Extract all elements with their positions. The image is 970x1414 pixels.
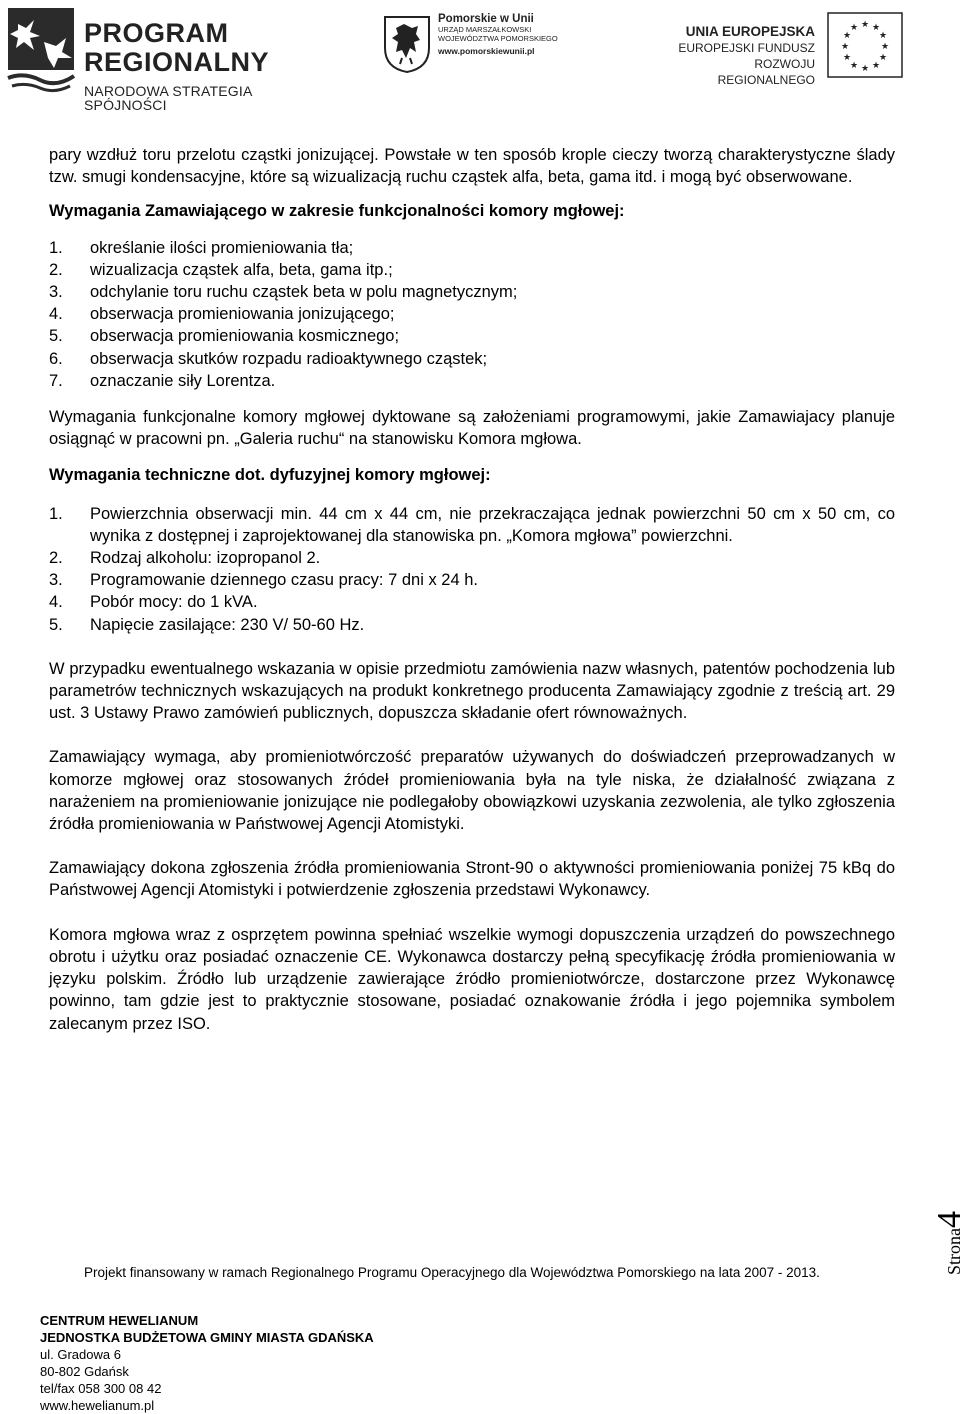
logo-regionalny-text: REGIONALNY: [84, 47, 270, 77]
svg-text:★: ★: [842, 53, 852, 63]
svg-text:★: ★: [849, 23, 859, 33]
pomorskie-w-unii-text: Pomorskie w Unii: [438, 13, 534, 25]
unia-europejska-logo: [655, 10, 905, 87]
footer-address: [40, 1312, 374, 1414]
svg-text:★: ★: [878, 53, 888, 63]
city-address: 80-802 Gdańsk: [40, 1364, 129, 1379]
unia-europejska-text: UNIA EUROPEJSKA: [685, 24, 815, 39]
list-item: 5. Napięcie zasilające: 230 V/ 50-60 Hz.: [49, 615, 365, 634]
svg-text:★: ★: [842, 31, 852, 41]
equivalence-paragraph: W przypadku ewentualnego wskazania w opisie przedmiotu zamówienia nazw własnych, patentów pochodzenia lub parametrów technicznych wskazujących na produkt konkretnego producenta Zamawiający zgodnie z treścią art. 29 ust. 3 Ustawy Prawo zamówień publicznych, dopuszcza składanie ofert równoważnych.: [49, 659, 895, 723]
svg-text:★: ★: [880, 42, 890, 52]
street-address: ul. Gradowa 6: [40, 1347, 121, 1362]
list-item: 4. Pobór mocy: do 1 kVA.: [49, 593, 258, 612]
list-item: 7. oznaczanie siły Lorentza.: [49, 371, 276, 390]
eu-flag-icon: [827, 12, 903, 78]
technical-requirements-list: [49, 503, 895, 636]
urzad-marszalkowski-text: URZĄD MARSZAŁKOWSKI: [438, 24, 532, 34]
svg-text:★: ★: [849, 61, 859, 71]
wojewodztwa-pomorskiego-text: WOJEWÓDZTWA POMORSKIEGO: [438, 33, 558, 43]
radioactivity-paragraph: Zamawiający wymaga, aby promieniotwórczość preparatów używanych do doświadczeń przeprowadzanych w komorze mgłowej oraz stosowanych źródeł promieniowania była na tyle niska, że działalność związana z narażeniem na promieniowanie jonizujące nie podlegałoby obowiązkowi uzyskania zezwolenia, ale tylko zgłoszenia źródła promieniowania w Państwowej Agencji Atomistyki.: [49, 748, 895, 834]
list-item: 2. wizualizacja cząstek alfa, beta, gama itp.;: [49, 260, 393, 279]
pomorskie-w-unii-logo: [382, 12, 562, 80]
page-word: Strona: [944, 1228, 964, 1275]
list-item: 1. Powierzchnia obserwacji min. 44 cm x 44 cm, nie przekraczająca jednak powierzchni 50 cm x 50 cm, co wynika z dostępnej i zaprojektowanej dla stanowiska pn. „Komora mgłowa” powierzchni.: [49, 504, 895, 545]
svg-text:★: ★: [860, 64, 870, 74]
logo-nss-text: NARODOWA STRATEGIA SPÓJNOŚCI: [84, 83, 252, 113]
website-link[interactable]: www.hewelianum.pl: [40, 1398, 155, 1413]
svg-text:★: ★: [871, 61, 881, 71]
pomorskiewunii-url: www.pomorskiewunii.pl: [438, 45, 535, 56]
griffin-crest-icon: [382, 14, 432, 74]
intro-paragraph: pary wzdłuż toru przelotu cząstki jonizującej. Powstałe w ten sposób krople cieczy tworzą charakterystyczne ślady tzw. smugi kondensacyjne, które są wizualizacją ruchu cząstek alfa, beta, gama itd. i mogą być obserwowane.: [49, 146, 895, 187]
svg-text:★: ★: [871, 23, 881, 33]
logo-program-text: PROGRAM: [84, 18, 229, 48]
list-item: 4. obserwacja promieniowania jonizującego;: [49, 305, 395, 324]
efrr-line2-text: ROZWOJU REGIONALNEGO: [717, 57, 815, 87]
efrr-line1-text: EUROPEJSKI FUNDUSZ: [678, 41, 815, 55]
list-item: 3. Programowanie dziennego czasu pracy: 7 dni x 24 h.: [49, 571, 478, 590]
source-notification-paragraph: Zamawiający dokona zgłoszenia źródła promieniowania Stront-90 o aktywności promieniowania poniżej 75 kBq do Państwowej Agencji Atomistyki i potwierdzenie zgłoszenia przedstawi Wykonawcy.: [49, 859, 895, 900]
page-number: 4: [931, 1211, 968, 1228]
program-regionalny-logo: [4, 2, 314, 113]
document-body: [49, 144, 895, 1035]
list-item: 6. obserwacja skutków rozpadu radioaktywnego cząstek;: [49, 349, 488, 368]
list-item: 5. obserwacja promieniowania kosmicznego;: [49, 327, 400, 346]
org-name: CENTRUM HEWELIANUM: [40, 1313, 199, 1328]
list-item: 1. określanie ilości promieniowania tła;: [49, 238, 354, 257]
svg-text:★: ★: [840, 42, 850, 52]
svg-text:★: ★: [860, 20, 870, 30]
project-funding-note: Projekt finansowany w ramach Regionalnego Programu Operacyjnego dla Województwa Pomorskiego na lata 2007 - 2013.: [84, 1265, 820, 1280]
org-unit: JEDNOSTKA BUDŻETOWA GMINY MIASTA GDAŃSKA: [40, 1330, 374, 1345]
svg-text:★: ★: [878, 31, 888, 41]
list-item: 3. odchylanie toru ruchu cząstek beta w polu magnetycznym;: [49, 283, 518, 302]
certification-paragraph: Komora mgłowa wraz z osprzętem powinna spełniać wszelkie wymogi dopuszczenia urządzeń do powszechnego obrotu i użytku oraz posiadać oznaczenie CE. Wykonawca dostarczy pełną specyfikację źródła promieniowania w języku polskim. Źródło lub urządzenie zawierające źródło promieniotwórcze, dostarczone przez Wykonawcę powinno, tam gdzie jest to praktycznie stosowane, posiadać oznakowanie źródła i jego pojemnika symbolem zalecanym przez ISO.: [49, 925, 895, 1033]
technical-requirements-heading: Wymagania techniczne dot. dyfuzyjnej komory mgłowej:: [49, 466, 491, 485]
functional-requirements-heading: Wymagania Zamawiającego w zakresie funkcjonalności komory mgłowej:: [49, 202, 625, 221]
functional-requirements-list: [49, 237, 895, 392]
nss-emblem-icon: [4, 2, 80, 94]
phone-fax: tel/fax 058 300 08 42: [40, 1381, 162, 1396]
page-number-label: [930, 1180, 970, 1275]
list-item: 2. Rodzaj alkoholu: izopropanol 2.: [49, 549, 321, 568]
functional-requirements-paragraph: Wymagania funkcjonalne komory mgłowej dyktowane są założeniami programowymi, jakie Zamawiajacy planuje osiągnąć w pracowni pn. „Galeria ruchu“ na stanowisku Komora mgłowa.: [49, 408, 895, 449]
